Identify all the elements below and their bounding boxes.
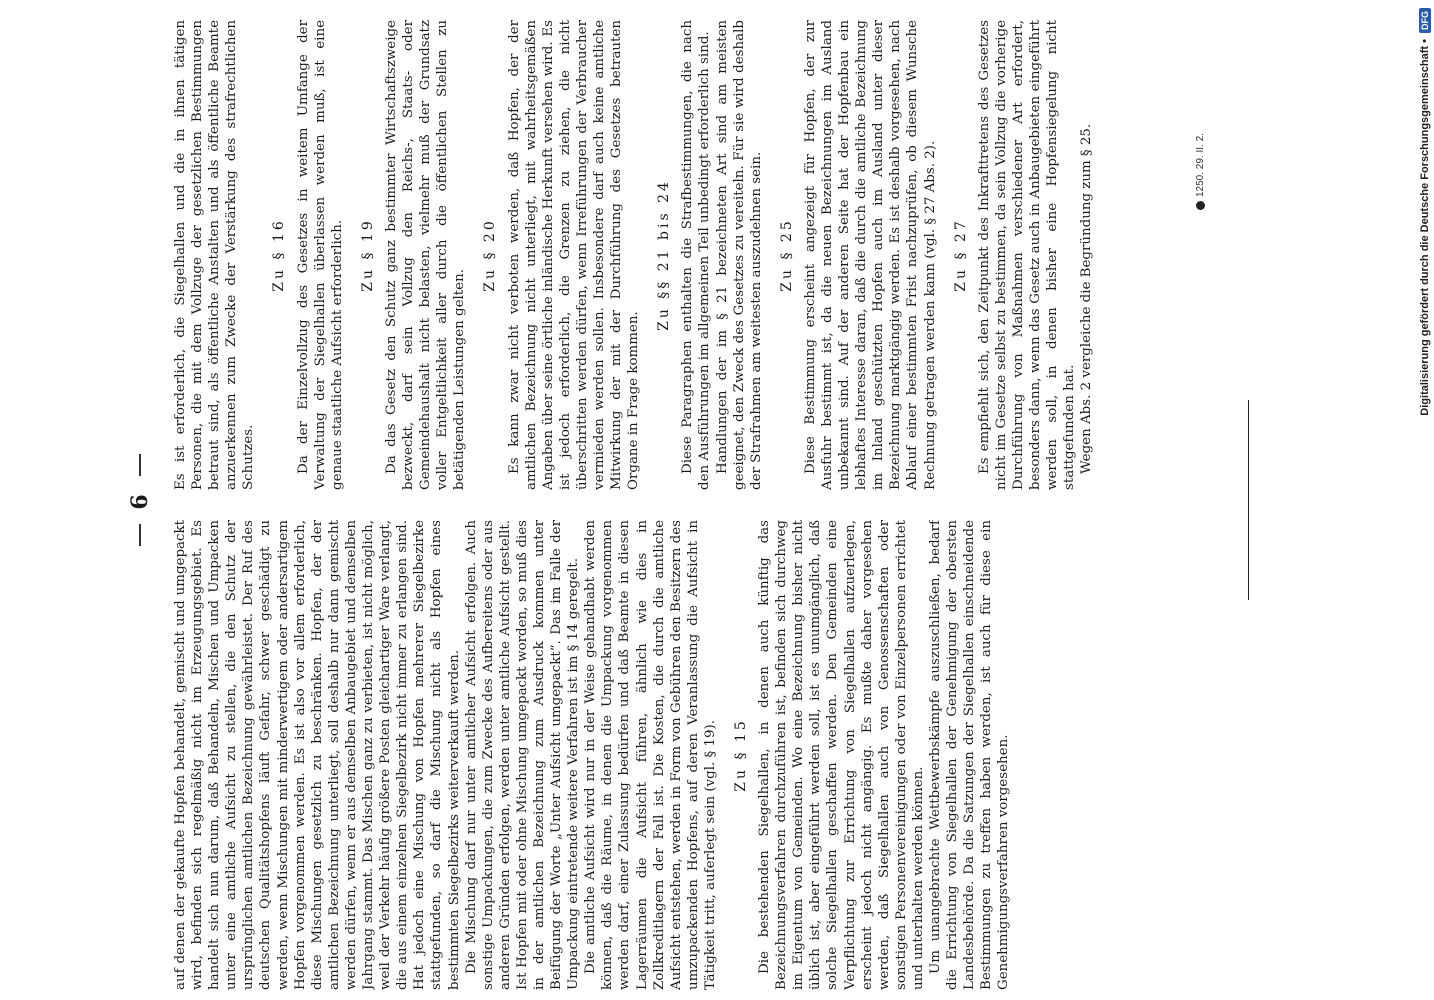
dfg-logo-icon: DFG [1419, 8, 1431, 33]
left-column [172, 520, 1212, 990]
stamp-mark-icon [1196, 201, 1205, 210]
page-header [120, 10, 160, 990]
paragraph: Handlungen der im § 21 bezeichneten Art sind am meisten geeignet, den Zweck des Gesetzes zu vereiteln. Für sie wird deshalb der Strafrahmen am weitesten auszudehnen sein. [714, 20, 764, 490]
page-number: 6 [127, 490, 153, 510]
paragraph: Diese Bestimmung erscheint angezeigt für Hopfen, der zur Ausfuhr bestimmt ist, da die neuen Bezeichnungen im Ausland unbekannt sind. Auf der anderen Seite hat der Hopfenbau ein lebhaftes Interesse daran, daß die durch die amtliche Bezeichnung im Inland geschützten Hopfen auch im Ausland unter dieser Bezeichnung marktgängig werden. Es ist deshalb vorgesehen, nach Ablauf einer bestimmten Frist nachzuprüfen, ob diesem Wunsche Rechnung getragen werden kann (vgl. § 27 Abs. 2). [802, 20, 938, 490]
section-heading-15: Zu § 15 [733, 718, 749, 792]
stamp-code: 1250. 29. II. 2. [1194, 133, 1206, 197]
section-heading-25: Zu § 25 [778, 218, 795, 292]
header-dash-right [139, 454, 141, 476]
paragraph: Die bestehenden Siegelhallen, in denen auch künftig das Bezeichnungsverfahren durchzuführen ist, befinden sich durchweg im Eigentum von Gemeinden. Wo eine Bezeichnung bisher nicht üblich ist, aber eingeführt werden soll, ist es unumgänglich, daß solche Siegelhallen geschaffen werden. Den Gemeinden eine Verpflichtung zur Errichtung von Siegelhallen aufzuerlegen, erscheint jedoch nicht angängig. Es mußte daher vorgesehen werden, daß Siegelhallen auch von Genossenschaften oder sonstigen Personenvereinigungen oder von Einzelpersonen errichtet und unterhalten werden können. [757, 520, 926, 990]
section-heading-27: Zu § 27 [952, 218, 969, 292]
print-stamp [1188, 110, 1208, 210]
paragraph: auf denen der gekaufte Hopfen behandelt, gemischt und umgepackt wird, befinden sich regelmäßig nicht im Erzeugungsgebiet. Es handelt sich nun darum, daß Behandeln, Mischen und Umpacken unter eine amtliche Aufsicht zu stellen, die den Schutz der ursprünglichen amtlichen Bezeichnung gewährleistet. Der Ruf des deutschen Qualitätshopfens läuft Gefahr, schwer geschädigt zu werden, wenn Mischungen mit minderwertigem oder andersartigem Hopfen vorgenommen werden. Es ist also vor allem erforderlich, diese Mischungen gesetzlich zu beschränken. Hopfen, der der amtlichen Bezeichnung unterliegt, soll deshalb nur dann gemischt werden dürfen, wenn er aus demselben Anbaugebiet und demselben Jahrgang stammt. Das Mischen ganz zu verbieten, ist nicht möglich, weil der Verkehr häufig größere Posten gleichartiger Ware verlangt, die aus einem einzelnen Siegelbezirk nicht immer zu erlangen sind. Hat jedoch eine Mischung von Hopfen mehrerer Siegelbezirke stattgefunden, so darf die Mischung nicht als Hopfen eines bestimmten Siegelbezirks weiterverkauft werden. [173, 520, 462, 990]
section-heading-21-24: Zu §§ 21 bis 24 [656, 179, 673, 331]
paragraph: Es kann zwar nicht verboten werden, daß Hopfen, der der amtlichen Bezeichnung nicht unterliegt, mit wahrheitsgemäßen Angaben über seine örtliche inländische Herkunft versehen wird. Es ist jedoch erforderlich, die Grenzen zu ziehen, die nicht überschritten werden dürfen, wenn Irreführungen der Verbraucher vermieden werden sollen. Insbesondere darf auch keine amtliche Mitwirkung der mit der Durchführung des Gesetzes betrauten Organe in Frage kommen. [506, 20, 642, 490]
section-heading-16: Zu § 16 [271, 218, 288, 292]
paragraph: Wegen Abs. 2 vergleiche die Begründung zum § 25. [1079, 123, 1095, 474]
document-page [120, 10, 1220, 990]
paragraph: Die amtliche Aufsicht wird nur in der Weise gehandhabt werden können, daß die Räume, in denen die Umpackung vorgenommen werden darf, einer Zulassung bedürfen und daß Beamte in diesen Lagerräumen die Aufsicht führen, ähnlich wie dies in Zollkreditlagern der Fall ist. Die Kosten, die durch die amtliche Aufsicht entstehen, werden in Form von Gebühren den Besitzern des umzupackenden Hopfens, auf deren Veranlassung die Aufsicht in Tätigkeit tritt, auferlegt sein (vgl. § 19). [583, 520, 718, 990]
header-dash-left [139, 524, 141, 546]
paragraph: Es empfiehlt sich, den Zeitpunkt des Inkrafttretens des Gesetzes nicht im Gesetze selbst zu bestimmen, da sein Vollzug die vorherige Durchführung von Maßnahmen verschiedener Art erfordert, besonders dann, wenn das Gesetz auch in Anbaugebieten eingeführt werden soll, in denen bisher eine Hopfensiegelung nicht stattgefunden hat. [976, 20, 1078, 490]
separator-rule [1248, 400, 1249, 600]
paragraph: Es ist erforderlich, die Siegelhallen und die in ihnen tätigen Personen, die mit dem Vollzuge der gesetzlichen Bestimmungen betraut sind, als öffentliche Anstalten und als öffentliche Beamte anzuerkennen zum Zwecke der Verstärkung des strafrechtlichen Schutzes. [173, 20, 257, 490]
sidebar-text: Digitalisierung gefördert durch die Deutsche Forschungsgemeinschaft • [1419, 39, 1431, 416]
section-heading-20: Zu § 20 [482, 218, 499, 292]
right-column [172, 20, 1212, 490]
paragraph: Um unangebrachte Wettbewerbskämpfe auszuschließen, bedarf die Errichtung von Siegelhallen der Genehmigung der obersten Landesbehörde. Da die Satzungen der Siegelhallen einschneidende Bestimmungen zu treffen haben werden, ist auch für diese ein Genehmigungsverfahren vorgesehen. [928, 520, 1012, 990]
paragraph: Da der Einzelvollzug des Gesetzes in weitem Umfange der Verwaltung der Siegelhallen überlassen werden muß, ist eine genaue staatliche Aufsicht erforderlich. [295, 20, 345, 490]
section-heading-19: Zu § 19 [359, 218, 376, 292]
paragraph: Da das Gesetz den Schutz ganz bestimmter Wirtschaftszweige bezweckt, darf sein Vollzug den Reichs-, Staats- oder Gemeindehaushalt nicht belasten, vielmehr muß der Grundsatz voller Entgeltlichkeit aller durch die öffentlichen Stellen zu betätigenden Leistungen gelten. [383, 20, 468, 490]
dfg-sidebar [1408, 8, 1434, 993]
paragraph: Diese Paragraphen enthalten die Strafbestimmungen, die nach den Ausführungen im allgemeinen Teil unbedingt erforderlich sind. [680, 20, 713, 490]
paragraph: Die Mischung darf nur unter amtlicher Aufsicht erfolgen. Auch sonstige Umpackungen, die zum Zwecke des Aufbereitens oder aus anderen Gründen erfolgen, werden unter amtliche Aufsicht gestellt. Ist Hopfen mit oder ohne Mischung umgepackt worden, so muß dies in der amtlichen Bezeichnung zum Ausdruck kommen unter Beifügung der Worte „Unter Aufsicht umgepackt“. Das im Falle der Umpackung eintretende weitere Verfahren ist im § 14 geregelt. [463, 520, 582, 990]
